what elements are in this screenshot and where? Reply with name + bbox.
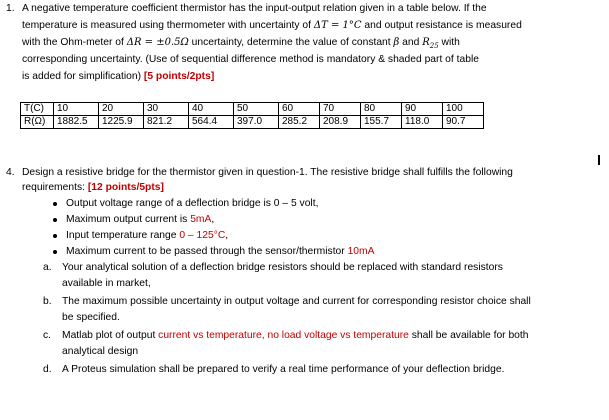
q4-intro-line-1: Design a resistive bridge for the thermistor given in question-1. The resistive bridge shall fulfills the following	[22, 167, 513, 178]
item-b-line-1: The maximum possible uncertainty in output voltage and current for corresponding resistor choice shall	[62, 296, 531, 307]
requirement-current: Maximum output current is 5mA,	[66, 214, 215, 225]
table-cell: 208.9	[320, 116, 361, 129]
row-label-resistance: R(Ω)	[21, 116, 54, 129]
q1-line-1: A negative temperature coefficient thermistor has the input-output relation given in a table below. If the	[22, 3, 487, 14]
table-cell: 60	[279, 103, 320, 116]
item-label: c.	[43, 330, 52, 341]
table-cell: 564.4	[189, 116, 234, 129]
item-a-line-2: available in market,	[62, 278, 151, 289]
q1-line-3: with the Ohm-meter of ΔR = ±0.5Ω uncertainty, determine the value of constant β and $R_{25}$ with	[22, 37, 460, 50]
table-cell: 821.2	[144, 116, 189, 129]
q4-intro-line-2: requirements: [12 points/5pts]	[22, 182, 164, 193]
table-cell: 90	[402, 103, 443, 116]
table-cell: 100	[443, 103, 484, 116]
table-cell: 40	[189, 103, 234, 116]
table-cell: 90.7	[443, 116, 484, 129]
table-cell: 155.7	[361, 116, 402, 129]
item-b-line-2: be specified.	[62, 312, 120, 323]
table-cell: 80	[361, 103, 402, 116]
points-label: [5 points/2pts]	[143, 71, 215, 82]
q1-line-4: corresponding uncertainty. (Use of sequential difference method is mandatory & shaded part of table	[22, 54, 479, 65]
requirement-voltage: Output voltage range of a deflection bridge is 0 – 5 volt,	[66, 198, 319, 209]
table-cell: 70	[320, 103, 361, 116]
table-cell: 1882.5	[54, 116, 99, 129]
table-cell: 20	[99, 103, 144, 116]
bullet-icon	[53, 234, 57, 238]
delta-r-formula: ΔR = ±0.5Ω	[126, 37, 189, 48]
requirement-temperature: Input temperature range 0 – 125°C,	[66, 230, 229, 241]
points-label: [12 points/5pts]	[87, 182, 164, 193]
bullet-icon	[53, 202, 57, 206]
item-label: b.	[43, 296, 52, 307]
q1-line-2: temperature is measured using thermometer with uncertainty of ΔT = 1°C and output resistance is measured	[22, 20, 522, 31]
requirement-sensor-current: Maximum current to be passed through the sensor/thermistor 10mA	[66, 246, 375, 257]
q1-line-5: is added for simplification) [5 points/2pts]	[22, 71, 215, 82]
thermistor-data-table	[20, 102, 484, 129]
question-number: 1.	[6, 3, 15, 14]
table-row-temperature	[21, 103, 484, 116]
beta-symbol: β	[393, 37, 400, 48]
item-d-line-1: A Proteus simulation shall be prepared to verify a real time performance of your deflection bridge.	[62, 364, 505, 375]
table-cell: 1225.9	[99, 116, 144, 129]
text-cursor	[598, 155, 600, 165]
item-c-line-2: analytical design	[62, 346, 139, 357]
row-label-temperature: T(C)	[21, 103, 54, 116]
table-cell: 397.0	[234, 116, 279, 129]
item-a-line-1: Your analytical solution of a deflection bridge resistors should be replaced with standard resistors	[62, 262, 503, 273]
bullet-icon	[53, 218, 57, 222]
table-cell: 285.2	[279, 116, 320, 129]
table-cell: 10	[54, 103, 99, 116]
table-row-resistance	[21, 116, 484, 129]
item-label: a.	[43, 262, 52, 273]
question-number: 4.	[6, 167, 15, 178]
table-cell: 30	[144, 103, 189, 116]
item-c-line-1: Matlab plot of output current vs temperature, no load voltage vs temperature shall be available for both	[62, 330, 529, 341]
item-label: d.	[43, 364, 52, 375]
table-cell: 118.0	[402, 116, 443, 129]
bullet-icon	[53, 250, 57, 254]
table-cell: 50	[234, 103, 279, 116]
delta-t-formula: ΔT = 1°C	[313, 20, 362, 31]
r25-symbol: $R_{25}$	[422, 37, 439, 50]
